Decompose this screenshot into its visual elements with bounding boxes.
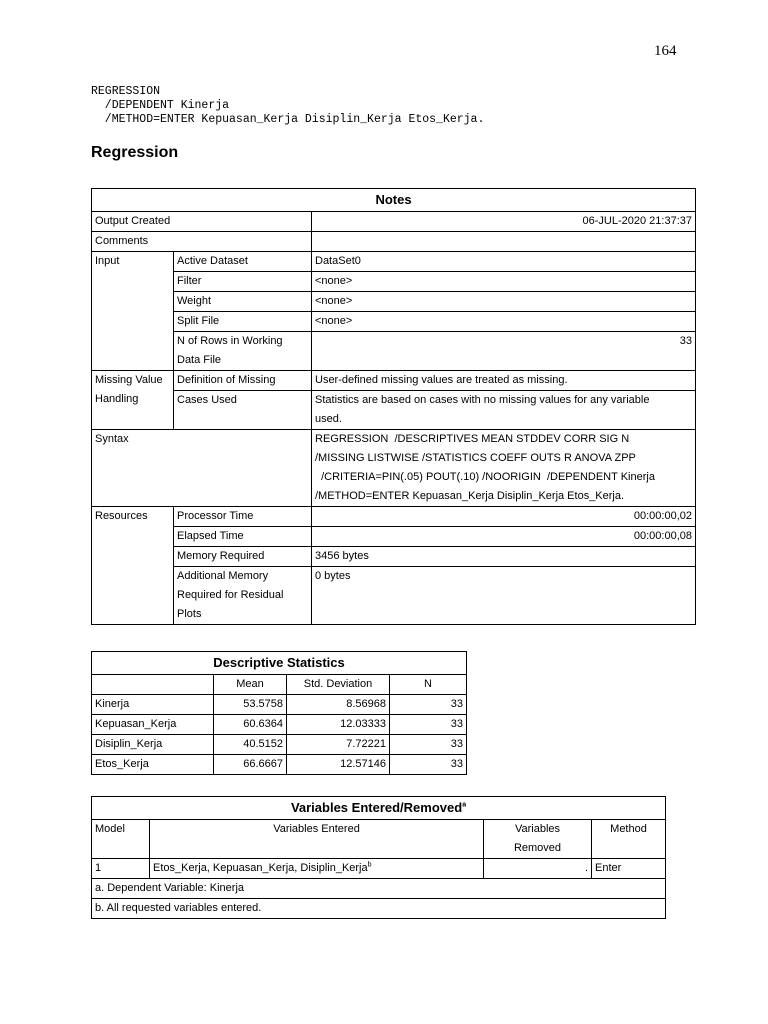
syntax-line: REGRESSION (91, 85, 161, 98)
model-cell: 1 (92, 859, 150, 879)
table-row (92, 695, 467, 715)
table-row (92, 430, 696, 507)
descriptive-statistics-table (91, 651, 467, 775)
elapsed-time-value: 00:00:00,08 (312, 527, 696, 547)
syntax-label: Syntax (92, 430, 312, 507)
method-cell: Enter (592, 859, 666, 879)
variables-entered-table (91, 796, 666, 919)
cases-used-label: Cases Used (174, 391, 312, 430)
memory-required-value: 3456 bytes (312, 547, 696, 567)
filter-value: <none> (312, 272, 696, 292)
syntax-value (312, 430, 696, 507)
n-cell: 33 (390, 715, 467, 735)
footnote-row (92, 899, 666, 919)
table-row (92, 312, 696, 332)
additional-memory-line: Plots (177, 608, 202, 620)
section-title: Regression (91, 144, 179, 161)
entered-superscript: b (367, 861, 372, 869)
syntax-value-line: /METHOD=ENTER Kepuasan_Kerja Disiplin_Kerja Etos_Kerja. (315, 490, 625, 502)
comments-label: Comments (92, 232, 312, 252)
n-rows-label-line: N of Rows in Working (177, 335, 283, 347)
additional-memory-line: Required for Residual (177, 589, 284, 601)
header-mean: Mean (214, 675, 287, 695)
n-rows-label-line: Data File (177, 354, 222, 366)
n-rows-label (174, 332, 312, 371)
page-number: 164 (654, 43, 677, 59)
missing-label-line: Missing Value (95, 374, 163, 386)
output-created-label: Output Created (92, 212, 312, 232)
header-std-deviation: Std. Deviation (287, 675, 390, 695)
table-row (92, 391, 696, 430)
filter-label: Filter (174, 272, 312, 292)
table-row (92, 272, 696, 292)
entered-text: Etos_Kerja, Kepuasan_Kerja, Disiplin_Kerja (153, 862, 368, 874)
header-method: Method (592, 820, 666, 859)
split-file-label: Split File (174, 312, 312, 332)
title-superscript: a (462, 801, 467, 809)
cases-used-line: Statistics are based on cases with no missing values for any variable (315, 394, 650, 406)
notes-table (91, 188, 696, 625)
comments-value (312, 232, 696, 252)
row-label: Kinerja (92, 695, 214, 715)
std-cell: 12.57146 (287, 755, 390, 775)
table-row (92, 292, 696, 312)
syntax-value-line: /MISSING LISTWISE /STATISTICS COEFF OUTS R ANOVA ZPP (315, 452, 636, 464)
header-empty (92, 675, 214, 695)
syntax-value-line: /CRITERIA=PIN(.05) POUT(.10) /NOORIGIN /DEPENDENT Kinerja (315, 471, 655, 483)
processor-time-label: Processor Time (174, 507, 312, 527)
table-header-row (92, 820, 666, 859)
std-cell: 7.72221 (287, 735, 390, 755)
footnote-a: a. Dependent Variable: Kinerja (92, 879, 666, 899)
header-n: N (390, 675, 467, 695)
weight-value: <none> (312, 292, 696, 312)
table-row (92, 232, 696, 252)
syntax-block (91, 85, 484, 127)
entered-cell (150, 859, 484, 879)
n-cell: 33 (390, 735, 467, 755)
table-row (92, 859, 666, 879)
header-removed-line: Removed (513, 842, 562, 854)
weight-label: Weight (174, 292, 312, 312)
mean-cell: 53.5758 (214, 695, 287, 715)
resources-label: Resources (92, 507, 174, 625)
table-row (92, 567, 696, 625)
footnote-row (92, 879, 666, 899)
def-missing-label: Definition of Missing (174, 371, 312, 391)
notes-title: Notes (92, 189, 696, 212)
variables-entered-title-text: Variables Entered/Removed (290, 800, 463, 815)
header-removed-line: Variables (514, 823, 561, 835)
header-variables-removed (484, 820, 592, 859)
cases-used-line: used. (315, 413, 342, 425)
active-dataset-value: DataSet0 (312, 252, 696, 272)
output-created-value: 06-JUL-2020 21:37:37 (312, 212, 696, 232)
std-cell: 12.03333 (287, 715, 390, 735)
additional-memory-value: 0 bytes (312, 567, 696, 625)
n-rows-value: 33 (312, 332, 696, 371)
variables-entered-title (92, 797, 666, 820)
removed-cell: . (484, 859, 592, 879)
mean-cell: 40.5152 (214, 735, 287, 755)
table-header-row (92, 675, 467, 695)
row-label: Disiplin_Kerja (92, 735, 214, 755)
syntax-line: /DEPENDENT Kinerja (91, 99, 230, 112)
mean-cell: 66.6667 (214, 755, 287, 775)
syntax-value-line: REGRESSION /DESCRIPTIVES MEAN STDDEV CORR SIG N (315, 433, 630, 445)
active-dataset-label: Active Dataset (174, 252, 312, 272)
missing-label-line: Handling (95, 393, 139, 405)
split-file-value: <none> (312, 312, 696, 332)
header-model: Model (92, 820, 150, 859)
table-row (92, 252, 696, 272)
table-row (92, 332, 696, 371)
missing-value-label (92, 371, 174, 430)
footnote-b: b. All requested variables entered. (92, 899, 666, 919)
syntax-line: /METHOD=ENTER Kepuasan_Kerja Disiplin_Kerja Etos_Kerja. (91, 113, 485, 126)
memory-required-label: Memory Required (174, 547, 312, 567)
cases-used-value (312, 391, 696, 430)
table-row (92, 371, 696, 391)
table-row (92, 212, 696, 232)
additional-memory-label (174, 567, 312, 625)
row-label: Kepuasan_Kerja (92, 715, 214, 735)
mean-cell: 60.6364 (214, 715, 287, 735)
table-row (92, 507, 696, 527)
input-label: Input (92, 252, 174, 371)
n-cell: 33 (390, 755, 467, 775)
table-row (92, 735, 467, 755)
row-label: Etos_Kerja (92, 755, 214, 775)
additional-memory-line: Additional Memory (177, 570, 269, 582)
elapsed-time-label: Elapsed Time (174, 527, 312, 547)
table-row (92, 755, 467, 775)
header-variables-entered: Variables Entered (150, 820, 484, 859)
table-row (92, 527, 696, 547)
std-cell: 8.56968 (287, 695, 390, 715)
table-row (92, 547, 696, 567)
descriptives-title: Descriptive Statistics (92, 652, 467, 675)
n-cell: 33 (390, 695, 467, 715)
def-missing-value: User-defined missing values are treated as missing. (312, 371, 696, 391)
processor-time-value: 00:00:00,02 (312, 507, 696, 527)
table-row (92, 715, 467, 735)
